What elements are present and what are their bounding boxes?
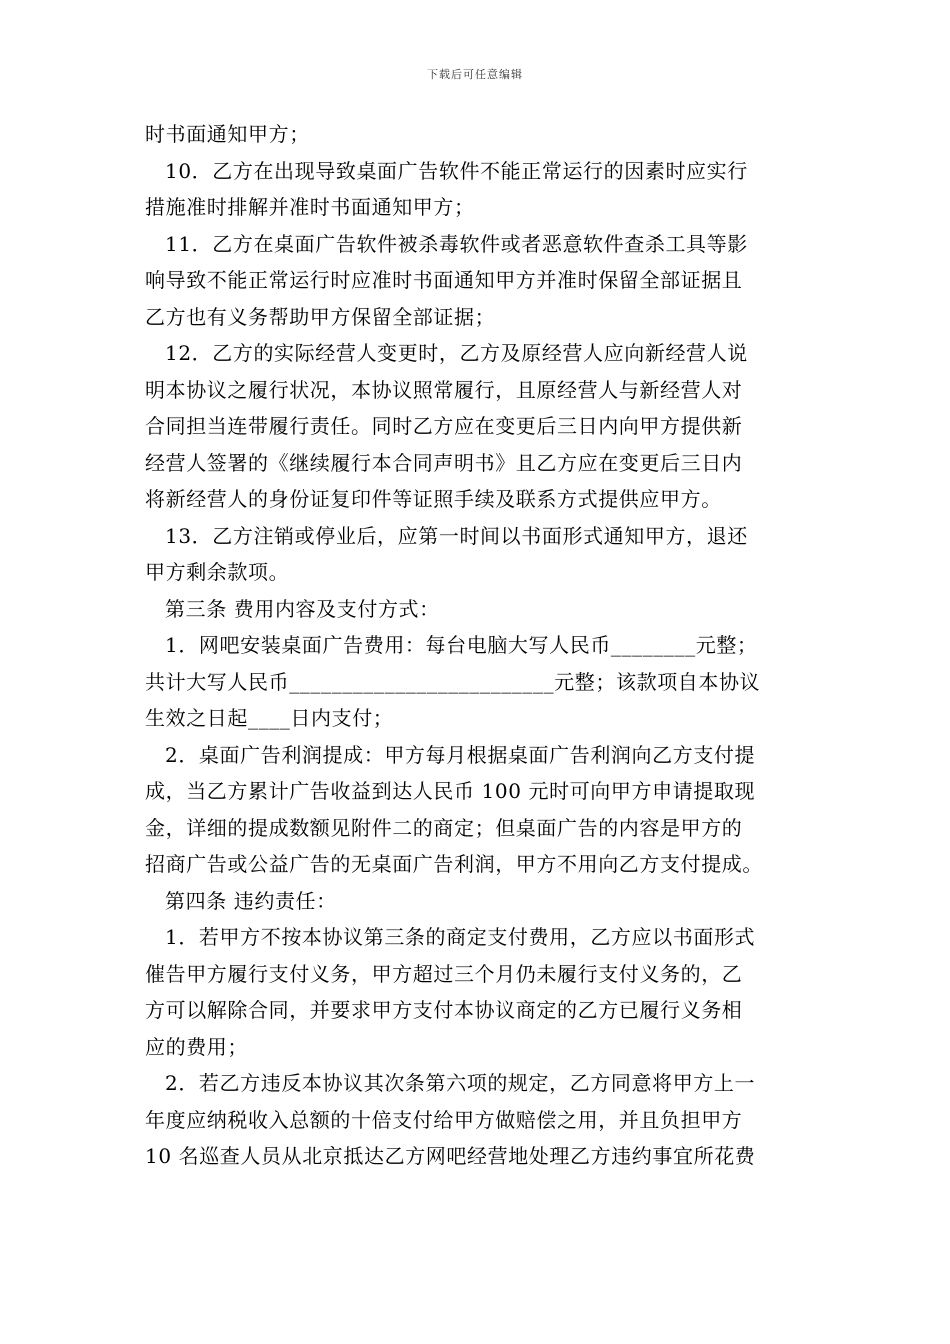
text-line: 合同担当连带履行责任。同时乙方应在变更后三日内向甲方提供新 bbox=[145, 414, 743, 438]
text-line: 催告甲方履行支付义务，甲方超过三个月仍未履行支付义务的，乙 bbox=[145, 961, 743, 986]
text-line: 第三条 费用内容及支付方式： bbox=[165, 596, 440, 621]
text-line: 10 名巡查人员从北京抵达乙方网吧经营地处理乙方违约事宜所花费 bbox=[145, 1144, 756, 1168]
text-line: 时书面通知甲方； bbox=[145, 122, 310, 146]
text-line: 金，详细的提成数额见附件二的商定；但桌面广告的内容是甲方的 bbox=[145, 815, 743, 840]
text-line: 生效之日起____日内支付； bbox=[145, 706, 394, 730]
text-line: 2．若乙方违反本协议其次条第六项的规定，乙方同意将甲方上一 bbox=[165, 1071, 756, 1095]
text-line: 方可以解除合同，并要求甲方支付本协议商定的乙方已履行义务相 bbox=[145, 998, 743, 1022]
text-line: 明本协议之履行状况，本协议照常履行，且原经营人与新经营人对 bbox=[145, 377, 743, 402]
text-line: 经营人签署的《继续履行本合同声明书》且乙方应在变更后三日内 bbox=[145, 450, 743, 475]
text-line: 将新经营人的身份证复印件等证照手续及联系方式提供应甲方。 bbox=[145, 487, 722, 511]
text-line: 乙方也有义务帮助甲方保留全部证据； bbox=[145, 304, 496, 329]
text-line: 响导致不能正常运行时应准时书面通知甲方并准时保留全部证据且 bbox=[145, 268, 743, 292]
text-line: 1．网吧安装桌面广告费用：每台电脑大写人民币________元整； bbox=[165, 633, 758, 657]
text-line: 甲方剩余款项。 bbox=[145, 560, 290, 584]
text-line: 应的费用； bbox=[145, 1034, 248, 1059]
text-line: 12．乙方的实际经营人变更时，乙方及原经营人应向新经营人说 bbox=[165, 341, 748, 365]
text-line: 共计大写人民币_________________________元整；该款项自本协议 bbox=[145, 669, 761, 694]
text-line: 成，当乙方累计广告收益到达人民币 100 元时可向甲方申请提取现 bbox=[145, 779, 756, 803]
text-line: 10．乙方在出现导致桌面广告软件不能正常运行的因素时应实行 bbox=[165, 158, 748, 183]
text-line: 措施准时排解并准时书面通知甲方； bbox=[145, 195, 475, 219]
text-line: 招商广告或公益广告的无桌面广告利润，甲方不用向乙方支付提成。 bbox=[145, 852, 763, 876]
text-line: 1．若甲方不按本协议第三条的商定支付费用，乙方应以书面形式 bbox=[165, 925, 756, 949]
text-line: 年度应纳税收入总额的十倍支付给甲方做赔偿之用，并且负担甲方 bbox=[145, 1107, 743, 1132]
text-line: 11．乙方在桌面广告软件被杀毒软件或者恶意软件查杀工具等影 bbox=[165, 231, 748, 256]
text-line: 13．乙方注销或停业后，应第一时间以书面形式通知甲方，退还 bbox=[165, 523, 748, 548]
text-line: 第四条 违约责任： bbox=[165, 888, 337, 913]
text-line: 2．桌面广告利润提成：甲方每月根据桌面广告利润向乙方支付提 bbox=[165, 742, 756, 767]
document-body bbox=[145, 116, 810, 1175]
page-header-note: 下载后可任意编辑 bbox=[427, 68, 523, 81]
